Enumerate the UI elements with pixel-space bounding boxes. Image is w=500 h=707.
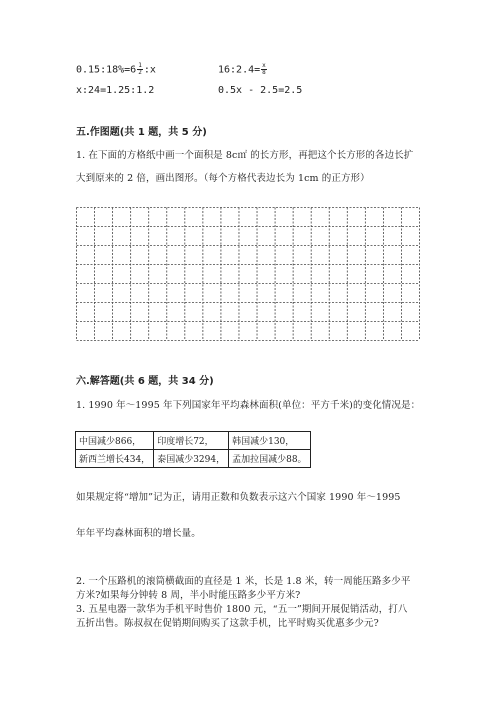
equation-2: [218, 63, 268, 76]
table-cell: 印度增长72，: [154, 432, 229, 450]
equation-1-left: 0.15:18%=6: [76, 64, 137, 76]
section-5-heading: 五.作图题(共 1 题，共 5 分): [76, 127, 207, 138]
table-cell: 韩国减少130，: [229, 432, 310, 450]
fraction-numerator: x: [262, 62, 266, 69]
section-6-heading: 六.解答题(共 6 题，共 34 分): [76, 376, 214, 387]
fraction-denominator: 2: [138, 69, 142, 76]
fraction-denominator: 8: [262, 69, 266, 76]
equation-3: x:24=1.25:1.2: [76, 85, 155, 96]
equation-2-left: 16:2.4=: [218, 64, 261, 76]
fraction: [137, 63, 143, 76]
table-row: [76, 432, 311, 450]
table-cell: 泰国减少3294，: [154, 450, 229, 468]
section-6-question-3-line-2: 五折出售。陈叔叔在促销期间购买了这款手机，比平时购买优惠多少元?: [76, 618, 379, 629]
grid-lines: [76, 207, 420, 341]
section-6-question-1-follow-line-2: 年年平均森林面积的增长量。: [76, 528, 201, 539]
table-row: [76, 450, 311, 468]
section-5-question-1-line-1: 1. 在下面的方格纸中画一个面积是 8c㎡ 的长方形，再把这个长方形的各边长扩: [76, 150, 414, 161]
equation-1-right: :x: [143, 64, 156, 76]
section-6-question-3-line-1: 3. 五星电器一款华为手机平时售价 1800 元，“五一”期间开展促销活动，打八: [76, 604, 408, 615]
table-cell: 新西兰增长434，: [76, 450, 154, 468]
equation-1: [76, 63, 156, 76]
fraction-numerator: 1: [138, 62, 142, 69]
section-6-question-1: 1. 1990 年～1995 年下列国家年平均森林面积(单位：平方千米)的变化情况是：: [76, 400, 421, 411]
fraction: [261, 63, 267, 76]
table-cell: 中国减少866，: [76, 432, 154, 450]
table-cell: 孟加拉国减少88。: [229, 450, 310, 468]
equation-4: 0.5x - 2.5=2.5: [218, 85, 303, 96]
section-6-question-2-line-2: 方米?如果每分钟转 8 周，半小时能压路多少平方米?: [76, 590, 301, 601]
section-6-question-2-line-1: 2. 一个压路机的滚筒横截面的直径是 1 米，长是 1.8 米，转一周能压路多少平: [76, 576, 411, 587]
grid-paper[interactable]: [76, 207, 420, 341]
section-5-question-1-line-2: 大到原来的 2 倍，画出图形。（每个方格代表边长为 1cm 的正方形）: [76, 173, 370, 184]
forest-area-table: [75, 431, 311, 468]
section-6-question-1-follow-line-1: 如果规定将“增加”记为正，请用正数和负数表示这六个国家 1990 年～1995: [76, 492, 401, 503]
